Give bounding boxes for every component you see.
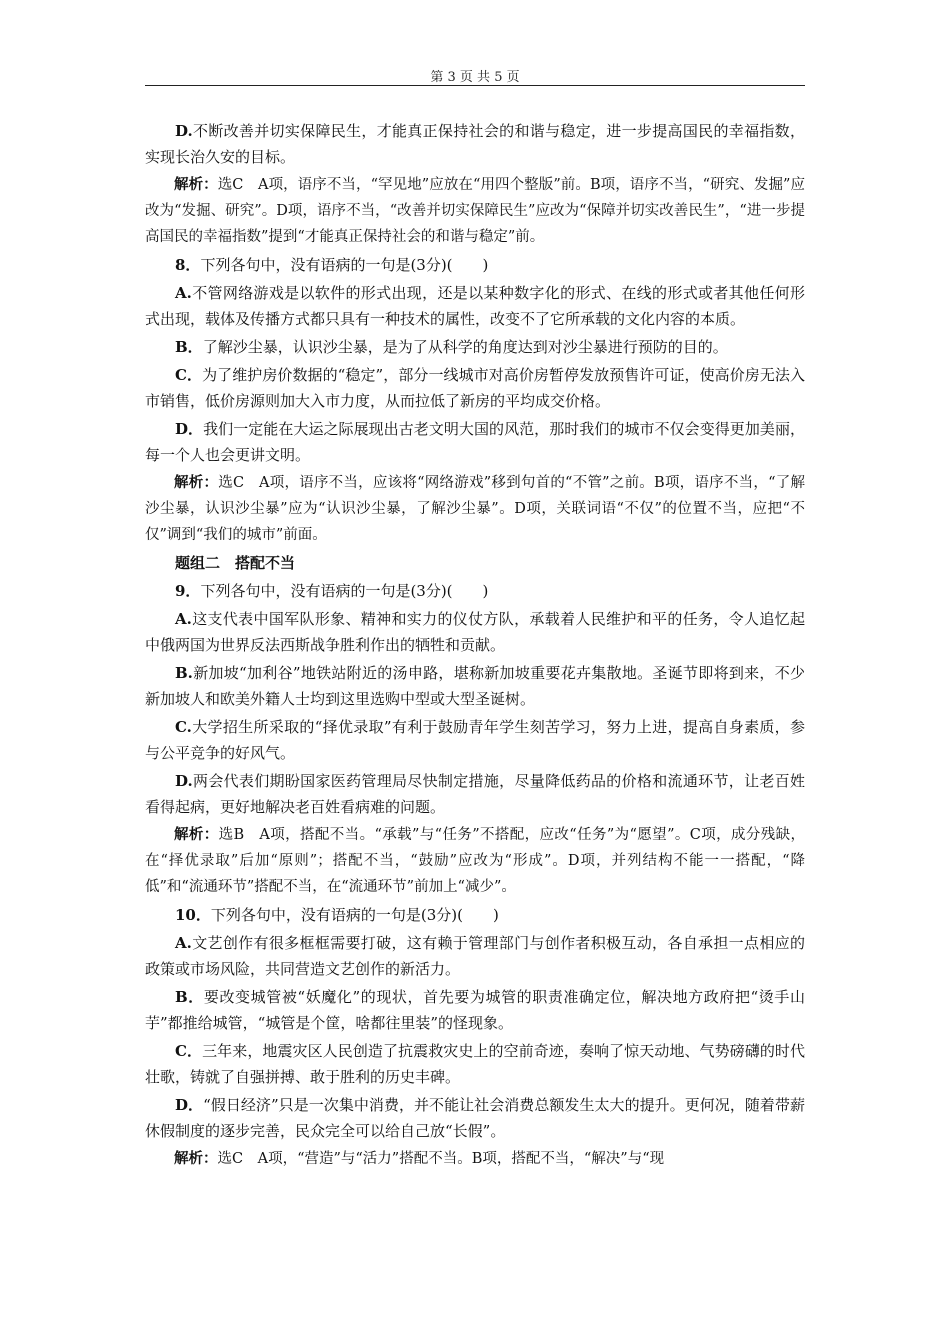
option-label: C. <box>175 718 192 736</box>
group-label: 题组二 <box>175 554 221 572</box>
analysis-text: 选C A项，“营造”与“活力”搭配不当。B项，搭配不当，“解决”与“现 <box>217 1151 665 1167</box>
option-label: B． <box>175 988 204 1006</box>
option-b-paragraph <box>145 660 805 712</box>
question-stem: 下列各句中，没有语病的一句是(3分)( ) <box>200 582 489 600</box>
option-b-paragraph <box>145 984 805 1036</box>
option-b-paragraph <box>145 334 805 360</box>
option-text: 我们一定能在大运之际展现出古老文明大国的风范，那时我们的城市不仅会变得更加美丽，每一个人也会更讲文明。 <box>145 420 805 464</box>
question-8 <box>145 252 805 278</box>
question-number: 10． <box>175 906 211 924</box>
option-label: D． <box>175 1096 204 1114</box>
option-label: A. <box>175 284 192 302</box>
option-label: A. <box>175 934 192 952</box>
option-text: 大学招生所采取的“择优录取”有利于鼓励青年学生刻苦学习，努力上进，提高自身素质，参与公平竞争的好风气。 <box>145 718 805 762</box>
option-c-paragraph <box>145 362 805 414</box>
header-rule <box>145 85 805 86</box>
question-number: 8． <box>175 256 201 274</box>
option-label: C． <box>175 1042 203 1060</box>
option-label: B． <box>175 338 203 356</box>
question-number: 9． <box>175 582 201 600</box>
question-10 <box>145 902 805 928</box>
analysis-label: 解析： <box>174 176 218 193</box>
option-text: 不管网络游戏是以软件的形式出现，还是以某种数字化的形式、在线的形式或者其他任何形式出现，载体及传播方式都只具有一种技术的属性，改变不了它所承载的文化内容的本质。 <box>145 284 805 328</box>
analysis-text: 选B A项，搭配不当。“承载”与“任务”不搭配，应改“任务”为“愿望”。C项，成分残缺，在“择优录取”后加“原则”；搭配不当，“鼓励”应改为“形成”。D项，并列结构不能一一搭配，“降低”和“流通环节”搭配不当，在“流通环节”前加上“减少”。 <box>145 827 805 895</box>
analysis-text: 选C A项，语序不当，“罕见地”应放在“用四个整版”前。B项，语序不当，“研究、发掘”应改为“发掘、研究”。D项，语序不当，“改善并切实保障民生”应改为“保障并切实改善民生”，“进一步提高国民的幸福指数”提到“才能真正保持社会的和谐与稳定”前。 <box>145 177 805 245</box>
question-stem: 下列各句中，没有语病的一句是(3分)( ) <box>200 256 489 274</box>
option-text: 文艺创作有很多框框需要打破，这有赖于管理部门与创作者积极互动，各自承担一点相应的政策或市场风险，共同营造文艺创作的新活力。 <box>145 934 805 978</box>
option-d-paragraph <box>145 768 805 820</box>
option-a-paragraph <box>145 606 805 658</box>
analysis-label: 解析： <box>174 474 219 491</box>
group-title: 搭配不当 <box>220 554 296 572</box>
page-body <box>145 118 805 1174</box>
option-label: A. <box>175 610 192 628</box>
option-text: 为了维护房价数据的“稳定”，部分一线城市对高价房暂停发放预售许可证，使高价房无法入市销售，低价房源则加大入市力度，从而拉低了新房的平均成交价格。 <box>145 366 805 410</box>
question-9 <box>145 578 805 604</box>
analysis-paragraph <box>145 470 805 548</box>
option-a-paragraph <box>145 280 805 332</box>
option-text: 这支代表中国军队形象、精神和实力的仪仗方队，承载着人民维护和平的任务，令人追忆起中俄两国为世界反法西斯战争胜利作出的牺牲和贡献。 <box>145 610 805 654</box>
analysis-paragraph <box>145 1146 805 1172</box>
option-a-paragraph <box>145 930 805 982</box>
analysis-label: 解析： <box>174 1150 218 1167</box>
option-text: 不断改善并切实保障民生，才能真正保持社会的和谐与稳定，进一步提高国民的幸福指数，实现长治久安的目标。 <box>145 122 805 166</box>
option-label: D. <box>175 122 193 140</box>
option-d-paragraph <box>145 1092 805 1144</box>
option-c-paragraph <box>145 714 805 766</box>
option-text: 了解沙尘暴，认识沙尘暴，是为了从科学的角度达到对沙尘暴进行预防的目的。 <box>202 338 728 356</box>
option-label: D． <box>175 420 204 438</box>
question-stem: 下列各句中，没有语病的一句是(3分)( ) <box>210 906 499 924</box>
option-d-paragraph <box>145 416 805 468</box>
option-text: 要改变城管被“妖魔化”的现状，首先要为城管的职责准确定位，解决地方政府把“烫手山芋”都推给城管，“城管是个筐，啥都往里装”的怪现象。 <box>145 988 805 1032</box>
option-text: 新加坡“加利谷”地铁站附近的汤申路，堪称新加坡重要花卉集散地。圣诞节即将到来，不少新加坡人和欧美外籍人士均到这里选购中型或大型圣诞树。 <box>145 664 805 708</box>
page-header: 第 3 页 共 5 页 <box>430 70 520 85</box>
group-heading <box>145 550 805 576</box>
option-text: 两会代表们期盼国家医药管理局尽快制定措施，尽量降低药品的价格和流通环节，让老百姓看得起病，更好地解决老百姓看病难的问题。 <box>145 772 805 816</box>
option-label: D. <box>175 772 193 790</box>
option-c-paragraph <box>145 1038 805 1090</box>
analysis-paragraph <box>145 172 805 250</box>
option-label: B. <box>175 664 193 682</box>
option-d-paragraph <box>145 118 805 170</box>
analysis-text: 选C A项，语序不当，应该将“网络游戏”移到句首的“不管”之前。B项，语序不当，“了解沙尘暴，认识沙尘暴”应为“认识沙尘暴，了解沙尘暴”。D项，关联词语“不仅”的位置不当，应把“不仅”调到“我们的城市”前面。 <box>145 475 805 543</box>
analysis-label: 解析： <box>174 826 219 843</box>
option-text: “假日经济”只是一次集中消费，并不能让社会消费总额发生太大的提升。更何况，随着带薪休假制度的逐步完善，民众完全可以给自己放“长假”。 <box>145 1096 805 1140</box>
analysis-paragraph <box>145 822 805 900</box>
option-text: 三年来，地震灾区人民创造了抗震救灾史上的空前奇迹，奏响了惊天动地、气势磅礴的时代壮歌，铸就了自强拼搏、敢于胜利的历史丰碑。 <box>145 1042 805 1086</box>
option-label: C． <box>175 366 203 384</box>
